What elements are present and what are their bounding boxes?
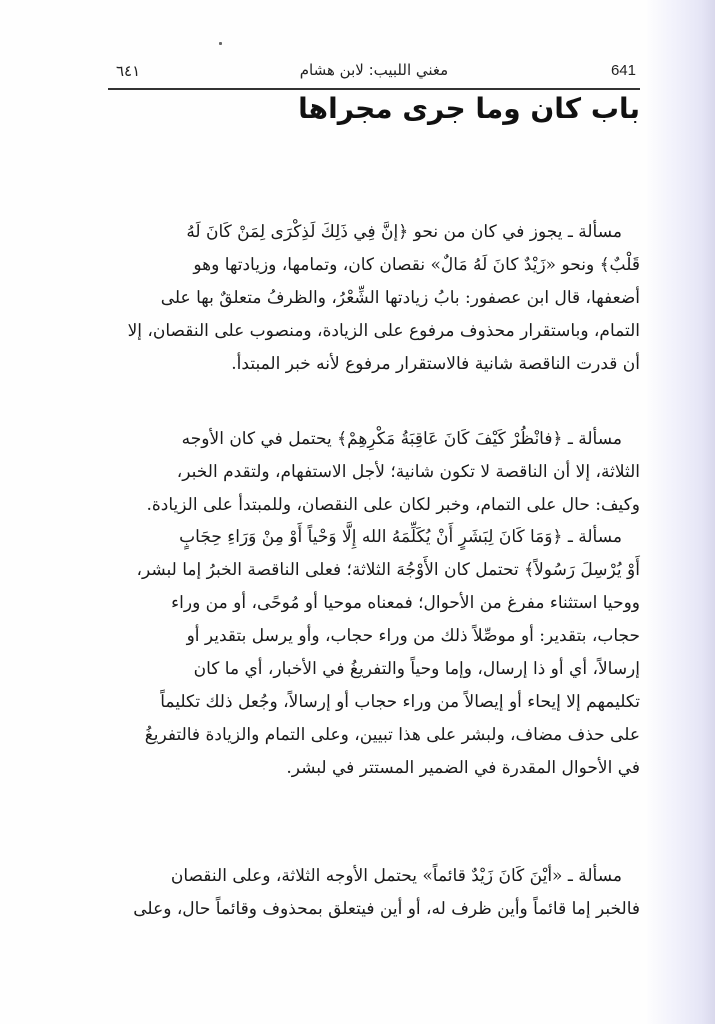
text-line: أَوْ يُرْسِلَ رَسُولاً﴾ تحتمل كان الأَوْجُهَ الثلاثة؛ فعلى الناقصة الخبرُ إما لبشر، bbox=[136, 560, 640, 580]
paragraph-2 bbox=[108, 423, 640, 522]
text-line: مسألة ـ ﴿وَمَا كَانَ لِبَشَرٍ أَنْ يُكَلِّمَهُ الله إِلَّا وَحْياً أَوْ مِنْ وَرَاءِ حِجَابٍ bbox=[179, 527, 622, 547]
paragraph-4 bbox=[108, 860, 640, 926]
text-line: التمام، وباستقرار محذوف مرفوع على الزيادة، ومنصوب على النقصان، إلا bbox=[127, 321, 640, 341]
text-line: تكليمهم إلا إيحاء أو إيصالاً من وراء حجاب أو إرسالاً، وجُعل ذلك تكليماً bbox=[160, 692, 640, 712]
page-number-arabic: ٦٤١ bbox=[116, 62, 141, 80]
text-line: قَلْبٌ﴾ ونحو «زَيْدٌ كانَ لَهُ مَالٌ» نقصان كان، وتمامها، وزيادتها وهو bbox=[193, 255, 640, 275]
text-line: أن قدرت الناقصة شانية فالاستقرار مرفوع لأنه خبر المبتدأ. bbox=[231, 354, 640, 374]
text-line: إرسالاً، أي أو ذا إرسال، وإما وحياً والتفريغُ في الأخبار، أي ما كان bbox=[193, 659, 640, 679]
text-line: في الأحوال المقدرة في الضمير المستتر في لبشر. bbox=[286, 758, 640, 778]
page-edge-shadow bbox=[645, 0, 715, 1024]
running-header bbox=[108, 60, 640, 86]
text-line: فالخبر إما قائماً وأين ظرف له، أو أين فيتعلق بمحذوف وقائماً حال، وعلى bbox=[133, 899, 640, 919]
text-line: مسألة ـ «أيْنَ كَانَ زَيْدٌ قائماً» يحتمل الأوجه الثلاثة، وعلى النقصان bbox=[170, 866, 622, 886]
text-line: مسألة ـ يجوز في كان من نحو ﴿إنَّ فِي ذَلِكَ لَذِكْرَى لِمَنْ كَانَ لَهُ bbox=[186, 222, 622, 242]
text-line: ووحيا استثناء مفرغ من الأحوال؛ فمعناه موحيا أو مُوحًى، أو من وراء bbox=[171, 593, 640, 613]
header-rule bbox=[108, 88, 640, 90]
text-line: وكيف: حال على التمام، وخبر لكان على النقصان، وللمبتدأ على الزيادة. bbox=[146, 495, 640, 515]
paragraph-3 bbox=[108, 521, 640, 785]
text-line: الثلاثة، إلا أن الناقصة لا تكون شانية؛ لأجل الاستفهام، ولتقدم الخبر، bbox=[176, 462, 640, 482]
scan-speck bbox=[219, 42, 222, 45]
text-line: أضعفها، قال ابن عصفور: بابُ زيادتها الشِّعْرُ، والظرفُ متعلقٌ بها على bbox=[160, 288, 640, 308]
page-number-latin: 641 bbox=[610, 62, 636, 79]
text-line: مسألة ـ ﴿فانْظُرْ كَيْفَ كَانَ عَاقِبَةُ مَكْرِهِمْ﴾ يحتمل في كان الأوجه bbox=[181, 429, 622, 449]
running-title: مغني اللبيب: لابن هشام bbox=[299, 61, 449, 79]
text-line: على حذف مضاف، ولبشر على هذا تبيين، وعلى التمام والزيادة فالتفريغُ bbox=[144, 725, 640, 745]
text-line: حجاب، بتقدير: أو موصِّلاً ذلك من وراء حجاب، وأو يرسل بتقدير أو bbox=[186, 626, 640, 646]
chapter-title: باب كان وما جرى مجراها bbox=[298, 92, 640, 125]
paragraph-1 bbox=[108, 216, 640, 381]
